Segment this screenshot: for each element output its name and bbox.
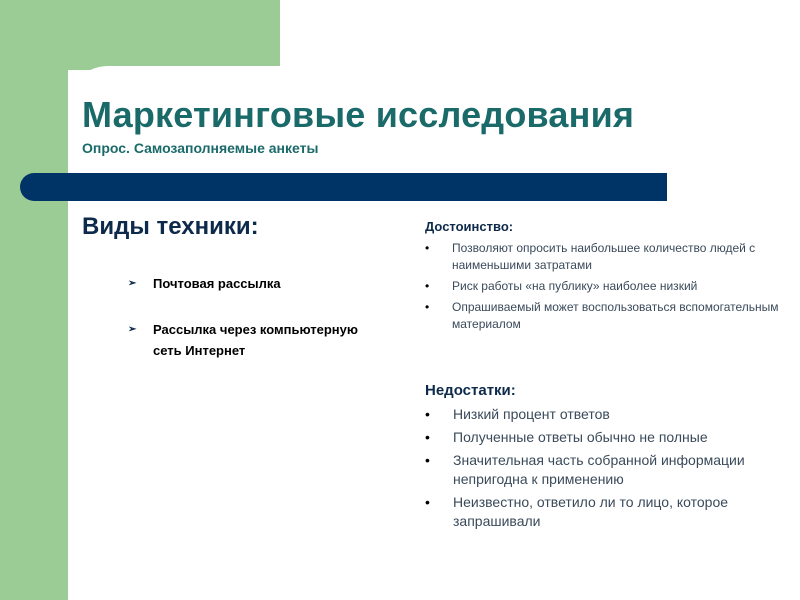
disadvantage-item: • Низкий процент ответов bbox=[425, 405, 780, 424]
advantage-item: • Опрашиваемый может воспользоваться вспомогательным материалом bbox=[425, 299, 780, 333]
disadvantage-item: • Полученные ответы обычно не полные bbox=[425, 428, 780, 447]
disadvantage-item: • Неизвестно, ответило ли то лицо, которое запрашивали bbox=[425, 493, 780, 531]
disadvantages-heading: Недостатки: bbox=[425, 382, 516, 399]
advantages-list bbox=[425, 240, 780, 337]
disadvantages-list bbox=[425, 405, 780, 535]
divider-bar bbox=[20, 173, 667, 201]
techniques-list bbox=[128, 273, 358, 386]
advantage-item: • Позволяют опросить наибольшее количество людей с наименьшими затратами bbox=[425, 240, 780, 274]
technique-item: ➢ Почтовая рассылка bbox=[128, 273, 358, 294]
green-top-panel bbox=[0, 0, 280, 70]
techniques-heading: Виды техники: bbox=[82, 213, 259, 240]
advantage-item: • Риск работы «на публику» наиболее низкий bbox=[425, 278, 780, 295]
slide-subtitle: Опрос. Самозаполняемые анкеты bbox=[82, 140, 319, 156]
technique-item: ➢ Рассылка через компьютерную сеть Интернет bbox=[128, 319, 358, 361]
advantages-heading: Достоинство: bbox=[425, 219, 514, 234]
green-side-panel bbox=[0, 0, 68, 600]
disadvantage-item: • Значительная часть собранной информации непригодна к применению bbox=[425, 451, 780, 489]
slide-title: Маркетинговые исследования bbox=[82, 94, 635, 135]
